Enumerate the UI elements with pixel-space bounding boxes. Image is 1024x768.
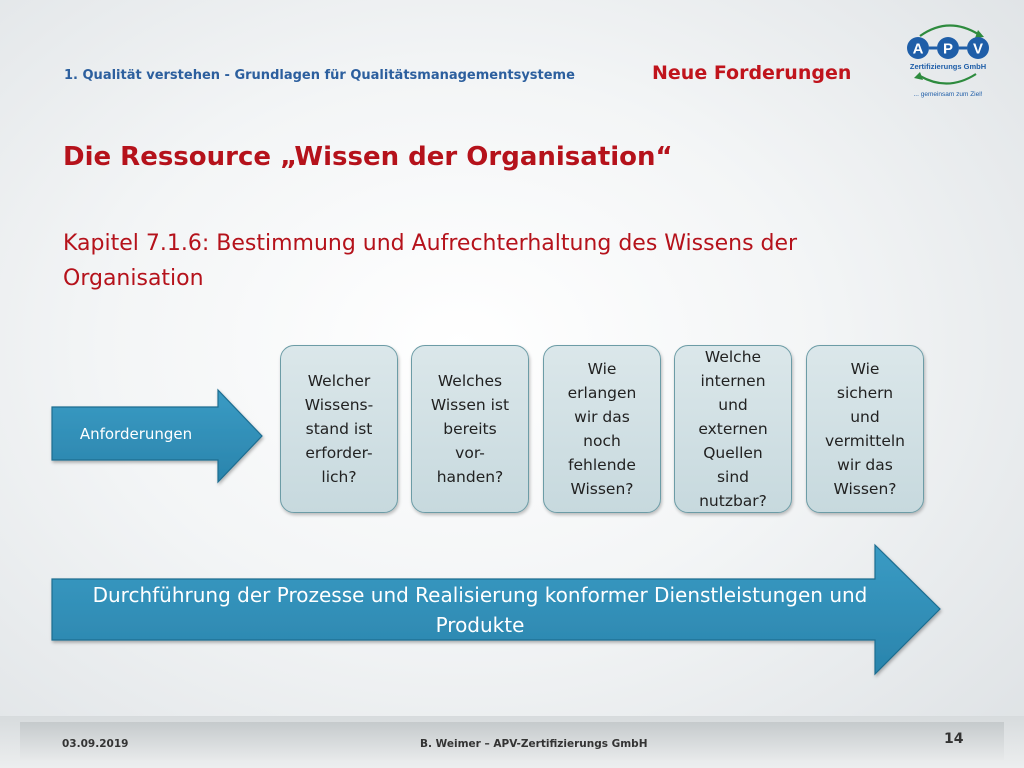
- question-text-line: sind: [716, 468, 750, 486]
- question-text-line: vermitteln: [824, 432, 906, 450]
- question-text-line: sichern: [836, 384, 894, 402]
- question-text-line: Quellen: [703, 444, 763, 462]
- question-text-line: Wie: [850, 360, 880, 378]
- question-text-line: Wie: [587, 360, 617, 378]
- question-text-line: erlangen: [567, 384, 637, 402]
- question-text-line: wir das: [574, 408, 630, 426]
- slide-title: Die Ressource „Wissen der Organisation“: [63, 142, 673, 172]
- logo-letter-a: A: [912, 40, 924, 58]
- process-arrow-label: Durchführung der Prozesse und Realisierung konformer Dienstleistungen und Produkte: [92, 582, 868, 637]
- question-text-line: nutzbar?: [699, 492, 767, 510]
- question-text-line: Welche: [704, 348, 762, 366]
- question-text-line: fehlende: [568, 456, 636, 474]
- question-text-line: und: [850, 408, 880, 426]
- question-text-line: internen: [700, 372, 766, 390]
- page-number: 14: [944, 731, 964, 747]
- question-text-line: erforder-: [305, 444, 373, 462]
- question-text-line: handen?: [436, 468, 504, 486]
- question-text-line: externen: [698, 420, 768, 438]
- question-text-line: vor-: [455, 444, 485, 462]
- question-text-line: noch: [583, 432, 621, 450]
- question-box: [674, 345, 792, 513]
- question-text-line: lich?: [321, 468, 357, 486]
- question-text-line: Wissens-: [304, 396, 374, 414]
- question-box: [806, 345, 924, 513]
- question-text-line: Welcher: [307, 372, 371, 390]
- question-text-line: Wissen?: [570, 480, 634, 498]
- question-text-line: und: [718, 396, 748, 414]
- logo-company: Zertifizierungs GmbH: [909, 62, 987, 71]
- question-text-line: bereits: [443, 420, 497, 438]
- question-box: [543, 345, 661, 513]
- logo-letter-p: P: [942, 40, 954, 58]
- section-tag: Neue Forderungen: [652, 62, 852, 84]
- chapter-header: 1. Qualität verstehen - Grundlagen für Qualitätsmanagementsysteme: [64, 68, 575, 83]
- question-text-line: stand ist: [305, 420, 373, 438]
- question-text-line: Welches: [437, 372, 503, 390]
- footer-date: 03.09.2019: [62, 738, 129, 750]
- slide-subtitle: Kapitel 7.1.6: Bestimmung und Aufrechterhaltung des Wissens der Organisation: [63, 231, 798, 291]
- footer-author: B. Weimer – APV-Zertifizierungs GmbH: [420, 738, 648, 750]
- question-text-line: Wissen?: [833, 480, 897, 498]
- logo-slogan: ... gemeinsam zum Ziel!: [913, 91, 983, 98]
- question-text-line: Wissen ist: [430, 396, 510, 414]
- logo-letter-v: V: [972, 40, 984, 58]
- question-box: [280, 345, 398, 513]
- question-box: [411, 345, 529, 513]
- question-text-line: wir das: [837, 456, 893, 474]
- input-arrow-label: Anforderungen: [79, 425, 193, 443]
